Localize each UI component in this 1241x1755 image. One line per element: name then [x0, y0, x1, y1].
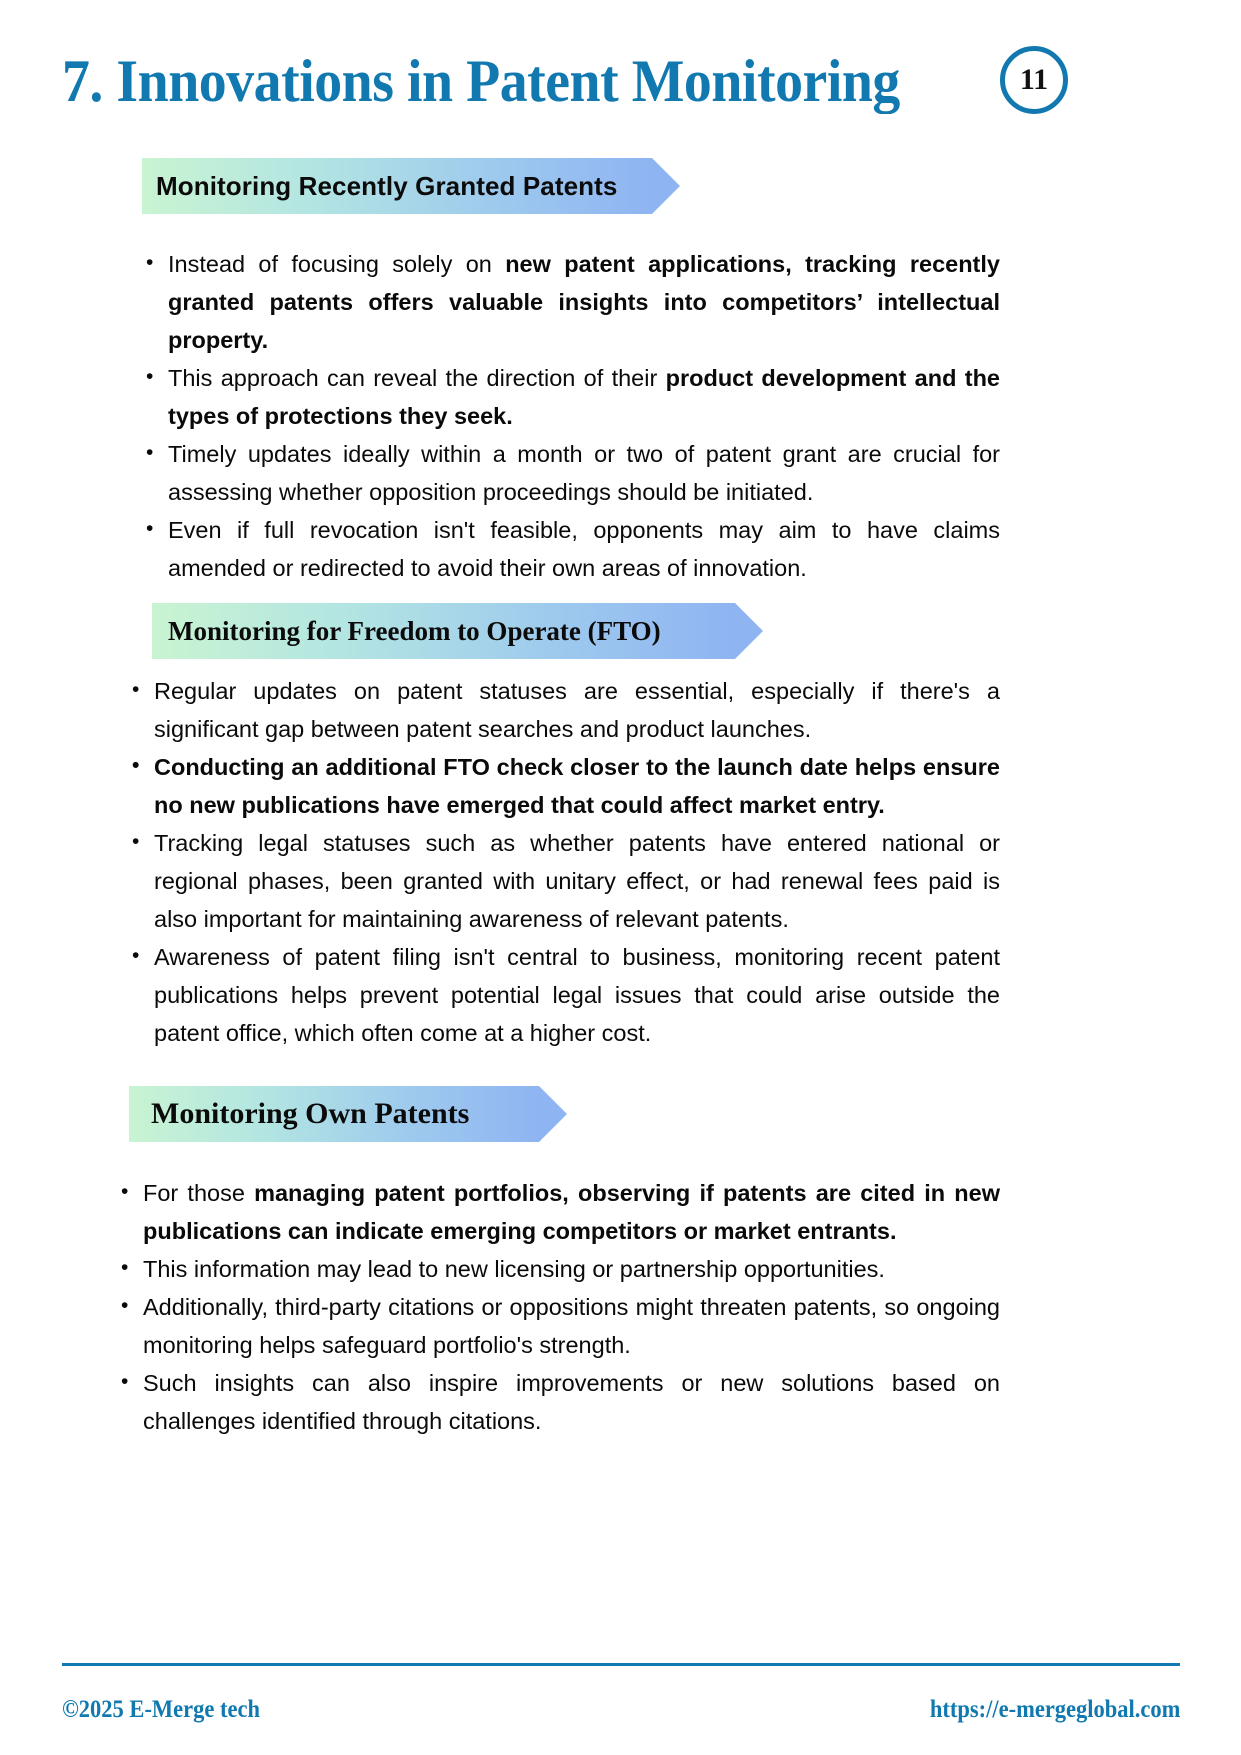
- footer-website-link[interactable]: https://e-mergeglobal.com: [929, 1696, 1180, 1723]
- list-item: [138, 359, 1000, 435]
- bullet-text-bold: Conducting an additional FTO check closer to the launch date helps ensure no new publications have emerged that could affect market entry.: [154, 754, 1000, 818]
- bullet-text: Such insights can also inspire improvements or new solutions based on challenges identified through citations.: [143, 1370, 1000, 1434]
- section-banner-label: Monitoring Own Patents: [151, 1097, 470, 1130]
- bullet-text-bold: managing patent portfolios, observing if patents are cited in new publications can indicate emerging competitors or market entrants.: [143, 1180, 1000, 1244]
- list-item: [138, 245, 1000, 359]
- bullet-list-section-3: [113, 1174, 1000, 1440]
- list-item: [138, 511, 1000, 587]
- bullet-text: For those: [143, 1180, 255, 1206]
- list-item: [113, 1364, 1000, 1440]
- list-item: [113, 1288, 1000, 1364]
- page-title: 7. Innovations in Patent Monitoring: [62, 48, 900, 114]
- bullet-text: Timely updates ideally within a month or two of patent grant are crucial for assessing whether opposition proceedings should be initiated.: [168, 441, 1000, 505]
- section-banner-monitoring-recently-granted-patents: [142, 158, 652, 214]
- bullet-text: Awareness of patent filing isn't central to business, monitoring recent patent publications helps prevent potential legal issues that could arise outside the patent office, which often come at a higher cost.: [154, 944, 1000, 1046]
- bullet-text-bold: product development and the types of protections they seek.: [168, 365, 1000, 429]
- page-number-label: 11: [1019, 63, 1049, 96]
- bullet-text: Even if full revocation isn't feasible, opponents may aim to have claims amended or redirected to avoid their own areas of innovation.: [168, 517, 1000, 581]
- bullet-text: Additionally, third-party citations or oppositions might threaten patents, so ongoing monitoring helps safeguard portfolio's strength.: [143, 1294, 1000, 1358]
- section-banner-label: Monitoring Recently Granted Patents: [156, 171, 618, 201]
- bullet-text: Instead of focusing solely on: [168, 251, 506, 277]
- bullet-list-section-2: [124, 672, 1000, 1052]
- section-banner-label: Monitoring for Freedom to Operate (FTO): [168, 616, 661, 646]
- bullet-text: Regular updates on patent statuses are essential, especially if there's a significant gap between patent searches and product launches.: [154, 678, 1000, 742]
- list-item: [113, 1174, 1000, 1250]
- bullet-text: This approach can reveal the direction of their: [168, 365, 666, 391]
- bullet-text: This information may lead to new licensing or partnership opportunities.: [143, 1256, 885, 1282]
- list-item: [124, 672, 1000, 748]
- list-item: [124, 748, 1000, 824]
- bullet-text: Tracking legal statuses such as whether patents have entered national or regional phases, been granted with unitary effect, or had renewal fees paid is also important for maintaining awareness of relevant patents.: [154, 830, 1000, 932]
- footer-divider: [62, 1663, 1180, 1666]
- page-number-badge: [1000, 46, 1068, 114]
- list-item: [124, 824, 1000, 938]
- footer-copyright: ©2025 E-Merge tech: [62, 1696, 260, 1723]
- bullet-text-bold: new patent applications, tracking recently granted patents offers valuable insights into competitors’ intellectual property.: [168, 251, 1000, 353]
- list-item: [113, 1250, 1000, 1288]
- section-banner-monitoring-for-freedom-to-operate: [152, 603, 735, 659]
- section-banner-monitoring-own-patents: [129, 1086, 539, 1142]
- list-item: [138, 435, 1000, 511]
- page-footer: [62, 1690, 1180, 1730]
- list-item: [124, 938, 1000, 1052]
- bullet-list-section-1: [138, 245, 1000, 587]
- page-header: [0, 44, 1241, 144]
